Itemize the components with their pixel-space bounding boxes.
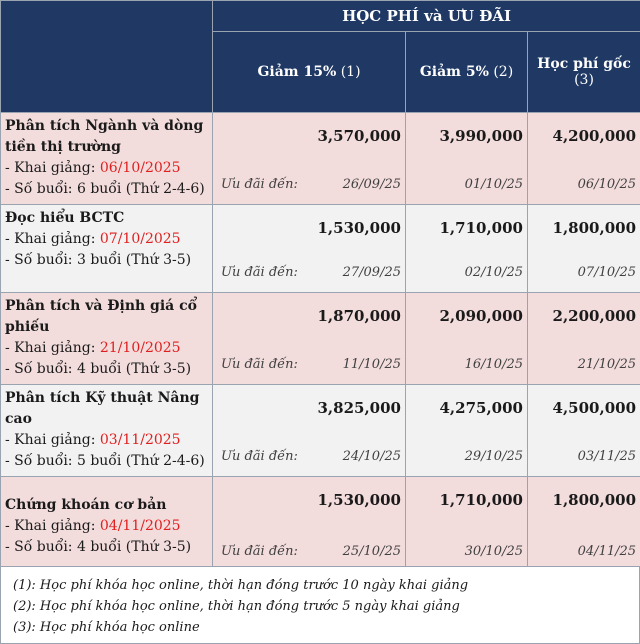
deadline: 25/10/25 [342, 544, 401, 559]
table-title: HỌC PHÍ và ƯU ĐÃI [213, 1, 640, 32]
course-info [1, 113, 213, 205]
offer-until-label: Ưu đãi đến: [221, 357, 298, 372]
start-label: - Khai giảng: [5, 518, 100, 534]
price-cell-discount-15 [213, 113, 406, 205]
course-name: Đọc hiểu BCTC [5, 210, 125, 226]
price-cell-original [528, 477, 640, 578]
price-cell-original [528, 113, 640, 205]
price: 1,800,000 [552, 219, 637, 237]
price: 4,275,000 [439, 399, 523, 417]
table-row [1, 113, 640, 205]
deadline: 24/10/25 [342, 449, 401, 464]
start-date: 21/10/2025 [99, 340, 181, 356]
price-cell-original [528, 385, 640, 477]
course-start [5, 229, 208, 250]
column-header-discount-5 [406, 32, 528, 113]
column-header-note: (2) [493, 64, 514, 80]
column-header-label: Giảm 5% [419, 64, 489, 80]
course-name: Phân tích Ngành và dòng tiền thị trường [5, 118, 204, 155]
price: 1,710,000 [439, 219, 523, 237]
course-sessions: - Số buổi: 4 buổi (Thứ 3-5) [5, 539, 192, 555]
table-row [1, 477, 640, 578]
price-cell-discount-5 [406, 385, 528, 477]
course-name: Phân tích và Định giá cổ phiếu [5, 298, 197, 335]
column-header-note: (3) [574, 72, 594, 88]
course-sessions: - Số buổi: 4 buổi (Thứ 3-5) [5, 361, 192, 377]
header-empty-cell [1, 1, 213, 113]
price-cell-original [528, 293, 640, 385]
deadline: 02/10/25 [464, 265, 523, 280]
course-sessions: - Số buổi: 5 buổi (Thứ 2-4-6) [5, 453, 205, 469]
column-header-label: Học phí gốc [537, 56, 631, 72]
deadline: 11/10/25 [342, 357, 401, 372]
offer-until-label: Ưu đãi đến: [221, 177, 298, 192]
table-row [1, 385, 640, 477]
start-label: - Khai giảng: [5, 231, 100, 247]
course-start [5, 430, 208, 451]
offer-until-label: Ưu đãi đến: [221, 544, 298, 559]
price: 3,825,000 [317, 399, 401, 417]
price-cell-discount-5 [406, 205, 528, 293]
deadline: 27/09/25 [342, 265, 401, 280]
offer-until-label: Ưu đãi đến: [221, 449, 298, 464]
course-start [5, 158, 208, 179]
price-cell-discount-5 [406, 293, 528, 385]
deadline: 07/10/25 [577, 265, 637, 280]
price: 1,530,000 [317, 219, 401, 237]
price: 3,990,000 [439, 127, 523, 145]
footnote-3: (3): Học phí khóa học online [13, 620, 200, 635]
price: 4,200,000 [552, 127, 637, 145]
course-info [1, 205, 213, 293]
deadline: 01/10/25 [464, 177, 523, 192]
price-cell-discount-15 [213, 477, 406, 578]
table-row [1, 293, 640, 385]
price: 2,200,000 [552, 307, 637, 325]
price: 2,090,000 [439, 307, 523, 325]
price: 4,500,000 [552, 399, 637, 417]
deadline: 26/09/25 [342, 177, 401, 192]
start-date: 04/11/2025 [99, 518, 181, 534]
table-row [1, 205, 640, 293]
price: 3,570,000 [317, 127, 401, 145]
course-start [5, 338, 208, 359]
start-date: 07/10/2025 [99, 231, 181, 247]
footnotes [0, 566, 640, 644]
price: 1,710,000 [439, 491, 523, 509]
offer-until-label: Ưu đãi đến: [221, 265, 298, 280]
price: 1,870,000 [317, 307, 401, 325]
price-cell-discount-15 [213, 293, 406, 385]
start-label: - Khai giảng: [5, 432, 100, 448]
price-cell-discount-15 [213, 205, 406, 293]
start-date: 06/10/2025 [99, 160, 181, 176]
deadline: 29/10/25 [464, 449, 523, 464]
deadline: 03/11/25 [577, 449, 637, 464]
price: 1,530,000 [317, 491, 401, 509]
footnote-1: (1): Học phí khóa học online, thời hạn đóng trước 10 ngày khai giảng [13, 578, 469, 593]
footnote-2: (2): Học phí khóa học online, thời hạn đóng trước 5 ngày khai giảng [13, 599, 460, 614]
deadline: 16/10/25 [464, 357, 523, 372]
deadline: 30/10/25 [464, 544, 523, 559]
column-header-original-fee [528, 32, 640, 113]
course-name: Chứng khoán cơ bản [5, 497, 167, 513]
deadline: 06/10/25 [577, 177, 637, 192]
course-sessions: - Số buổi: 6 buổi (Thứ 2-4-6) [5, 181, 205, 197]
column-header-label: Giảm 15% [257, 64, 337, 80]
column-header-discount-15 [213, 32, 406, 113]
price-cell-discount-5 [406, 477, 528, 578]
start-label: - Khai giảng: [5, 340, 100, 356]
price: 1,800,000 [552, 491, 637, 509]
deadline: 21/10/25 [577, 357, 637, 372]
course-info [1, 477, 213, 578]
course-start [5, 516, 208, 537]
course-sessions: - Số buổi: 3 buổi (Thứ 3-5) [5, 252, 192, 268]
course-name: Phân tích Kỹ thuật Nâng cao [5, 390, 200, 427]
deadline: 04/11/25 [577, 544, 637, 559]
start-date: 03/11/2025 [99, 432, 181, 448]
column-header-note: (1) [340, 64, 361, 80]
course-info [1, 385, 213, 477]
price-cell-discount-5 [406, 113, 528, 205]
start-label: - Khai giảng: [5, 160, 100, 176]
price-cell-discount-15 [213, 385, 406, 477]
course-info [1, 293, 213, 385]
price-cell-original [528, 205, 640, 293]
